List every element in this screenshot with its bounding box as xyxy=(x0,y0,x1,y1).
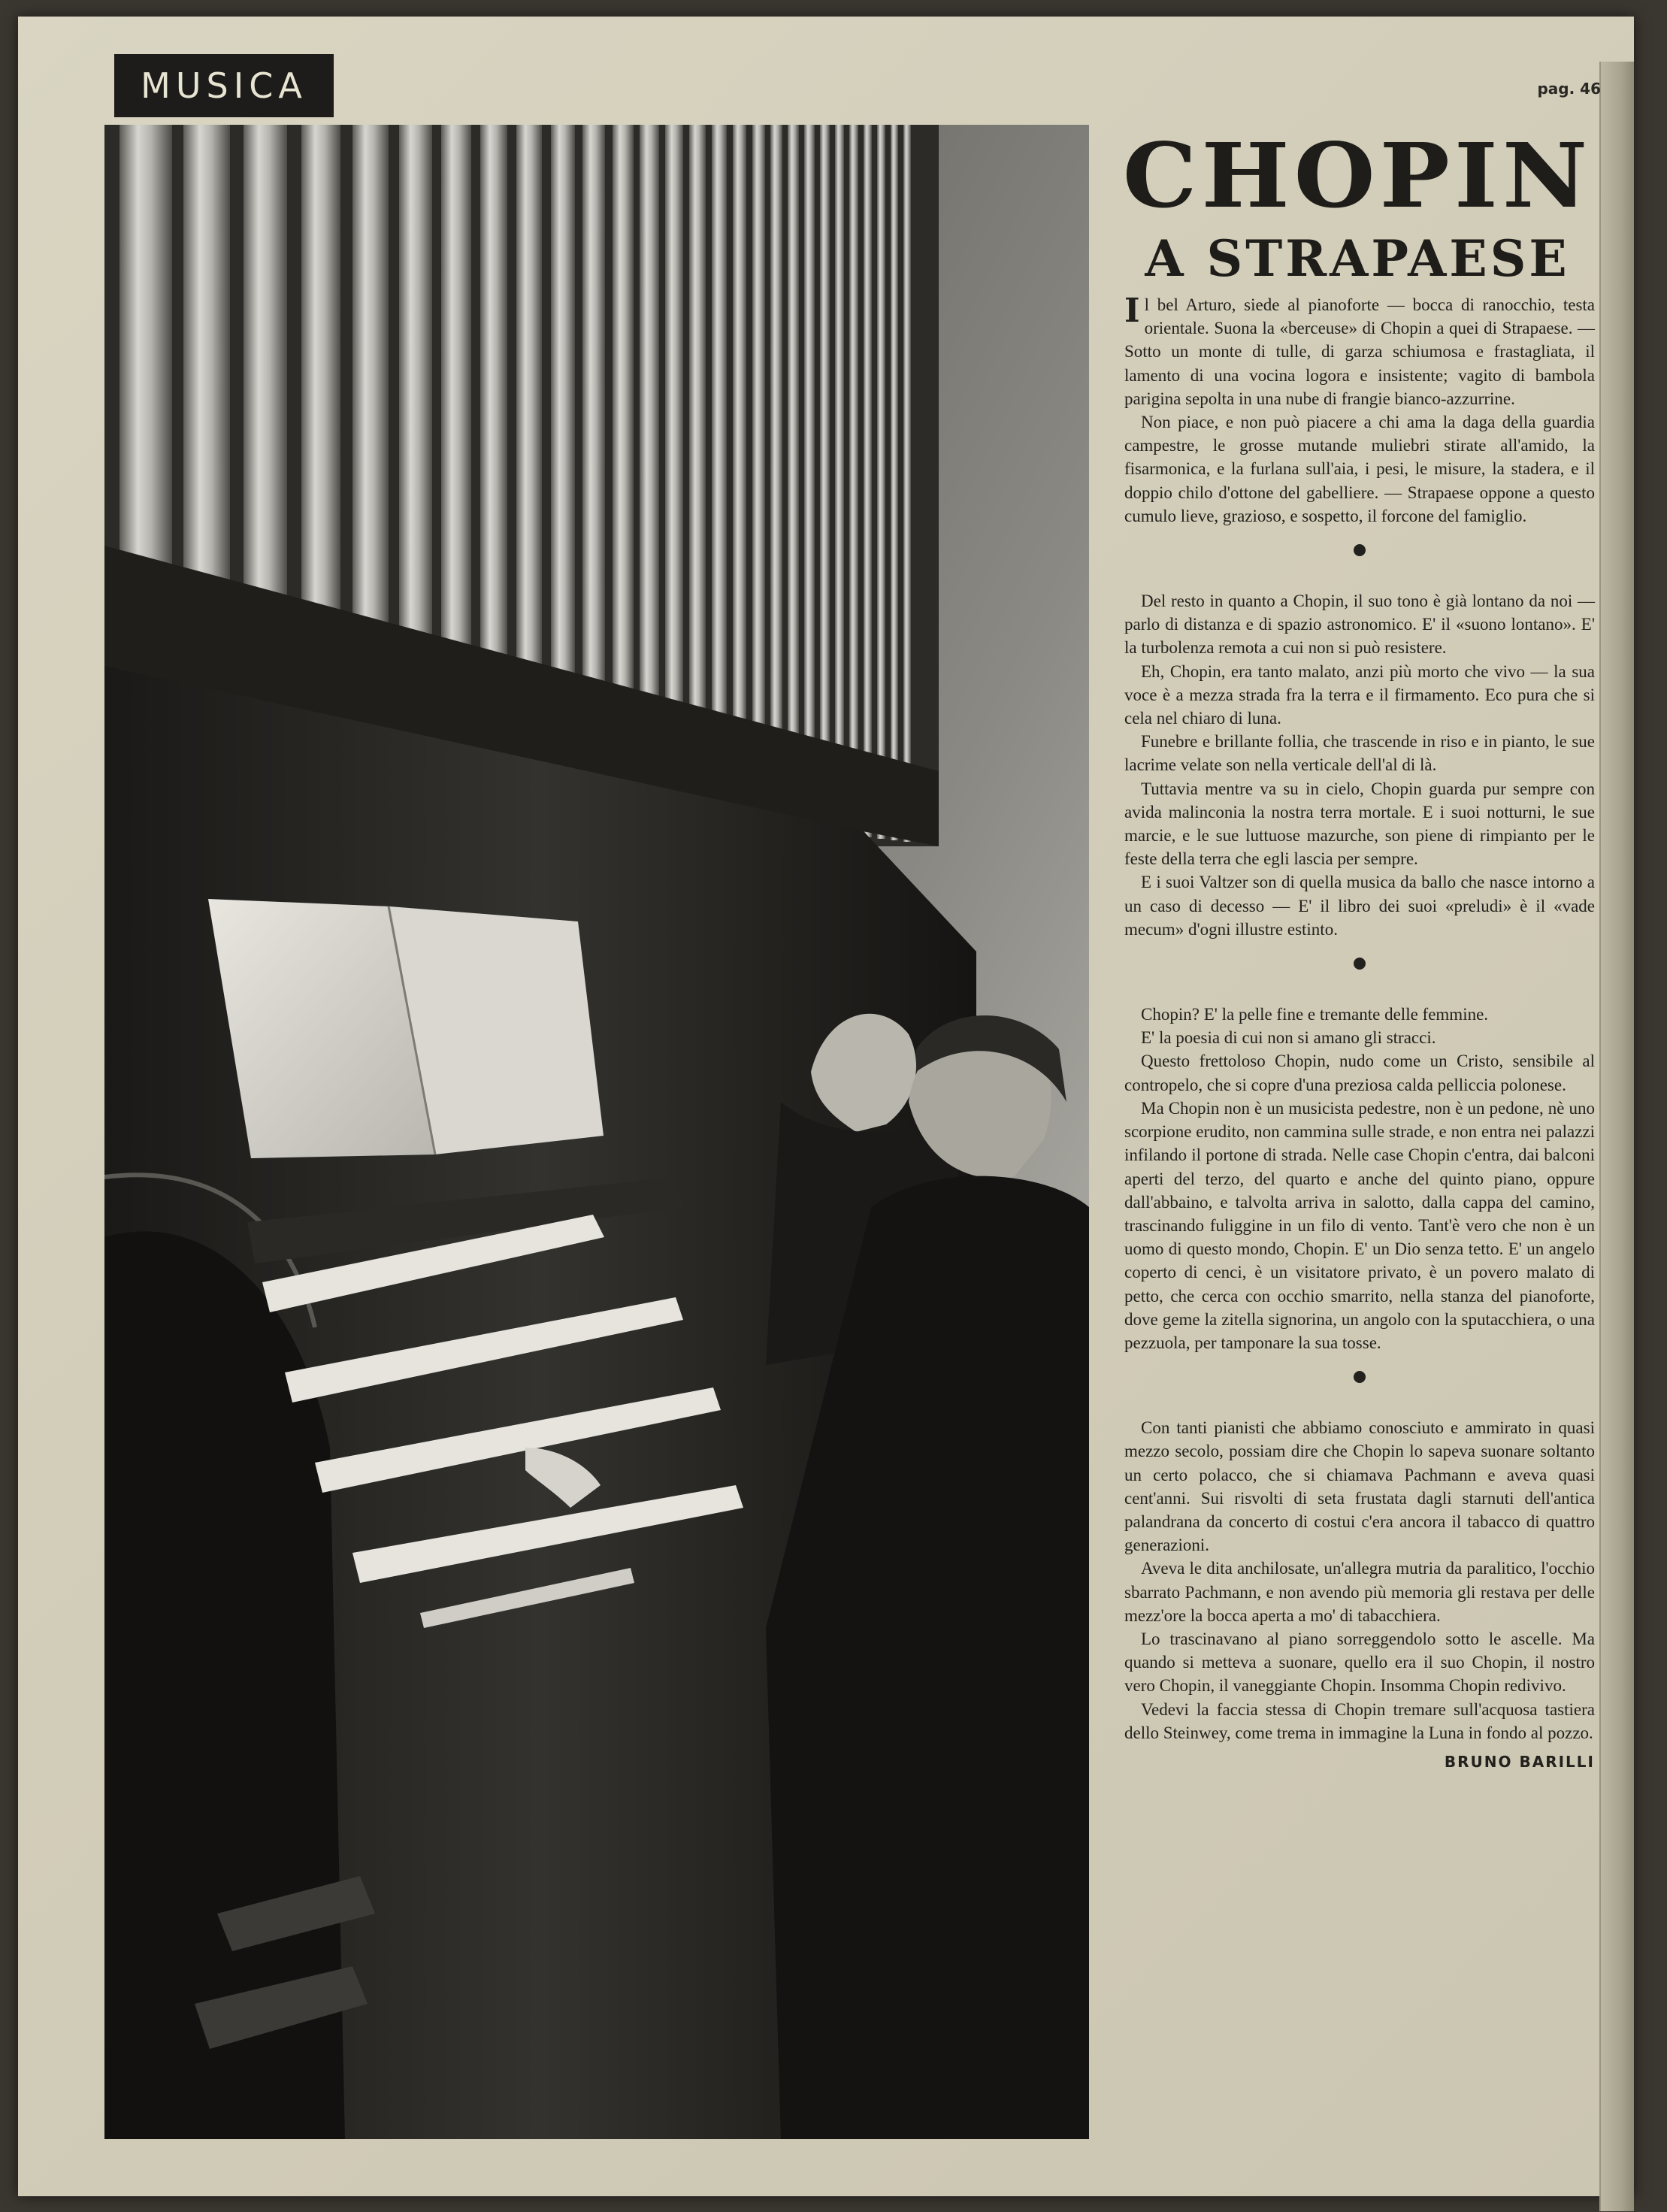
headline xyxy=(1106,124,1608,288)
article-subtitle: A STRAPAESE xyxy=(1145,229,1570,288)
article-body xyxy=(1124,293,1595,1774)
paragraph-14: Lo trascinavano al piano sorreggendolo sotto le ascelle. Ma quando si metteva a suonare, quello era il suo Chopin, il nostro vero Chopin, il vaneggiante Chopin. Insomma Chopin redivivo. xyxy=(1124,1629,1595,1696)
page-edge xyxy=(1599,62,1634,2211)
sheet-music xyxy=(208,899,604,1158)
organ-console-photo xyxy=(104,125,1089,2139)
paragraph-7: E i suoi Valtzer son di quella musica da ballo che nasce intorno a un caso di decesso — E' il libro dei suoi «preludi» è il «vade mecum» d'ogni illustre estinto. xyxy=(1124,873,1595,939)
paragraph-3: Del resto in quanto a Chopin, il suo tono è già lontano da noi — parlo di distanza e di spazio astronomico. E' il «suono lontano». E' la turbolenza remota a cui non si può resistere. xyxy=(1124,592,1595,658)
paragraph-10: Questo frettoloso Chopin, nudo come un Cristo, sensibile al contropelo, che si copre d'una preziosa calda pelliccia polonese. xyxy=(1124,1052,1595,1094)
paragraph-4: Eh, Chopin, era tanto malato, anzi più morto che vivo — la sua voce è a mezza strada fra la terra e il firmamento. Eco pura che si cela nel chiaro di luna. xyxy=(1124,661,1595,728)
author-byline: BRUNO BARILLI xyxy=(1444,1752,1595,1771)
article-title: CHOPIN xyxy=(1122,124,1593,228)
paragraph-5: Funebre e brillante follia, che trascende in riso e in pianto, le sue lacrime velate son nella verticale dell'al di là. xyxy=(1124,732,1595,775)
paragraph-6: Tuttavia mentre va su in cielo, Chopin guarda pur sempre con avida malinconia la nostra terra mortale. E i suoi notturni, le sue marcie, e le sue luttuose mazurche, son piene di rimpianto per le feste della terra che egli lascia per sempre. xyxy=(1124,779,1595,869)
paragraph-11: Ma Chopin non è un musicista pedestre, non è un pedone, nè uno scorpione erudito, non cammina sulle strade, e non entra nei palazzi infilando il portone di strada. Nelle case Chopin c'entra, dai balconi aperti del terzo, del quarto e anche del quinto piano, oppure dall'abbaino, e talvolta arriva in salotto, dalla cappa del camino, trascinando fuliggine in un filo di vento. Tant'è vero che non è un uomo di questo mondo, Chopin. E' un Dio senza tetto. E' un angelo coperto di cenci, è un visitatore privato, è un povero malato di petto, che cerca con occhio smarrito, nella stanza del pianoforte, dove geme la zitella signorina, un angolo con la sputacchiera, o una pezzuola, per tamponare la sua tosse. xyxy=(1124,1098,1595,1352)
photo-illustration xyxy=(104,125,1089,2139)
paragraph-13: Aveva le dita anchilosate, un'allegra mutria da paralitico, l'occhio sbarrato Pachmann, e non avendo più memoria gli restava per delle mezz'ore la bocca aperta a mo' di tabacchiera. xyxy=(1124,1559,1595,1625)
paragraph-8: Chopin? E' la pelle fine e tremante delle femmine. xyxy=(1141,1005,1489,1024)
page-number: pag. 46 xyxy=(1537,80,1601,98)
paragraph-15: Vedevi la faccia stessa di Chopin tremare sull'acquosa tastiera dello Steinwey, come trema in immagine la Luna in fondo al pozzo. xyxy=(1124,1699,1595,1742)
paragraph-1 xyxy=(1124,293,1595,410)
section-bullet xyxy=(1354,544,1366,556)
section-bullet xyxy=(1354,1371,1366,1383)
paragraph-9: E' la poesia di cui non si amano gli stracci. xyxy=(1141,1028,1436,1048)
paragraph-text: l bel Arturo, siede al pianoforte — bocca di ranocchio, testa orientale. Suona la «berceuse» di Chopin a quei di Strapaese. — Sotto un monte di tulle, di garza schiumosa e frastagliata, il lamento di una vocina logora e insistente; vagito di bambola parigina sepolta in una nube di frangie bianco-azzurrine. xyxy=(1124,295,1595,408)
section-label: MUSICA xyxy=(114,54,334,117)
magazine-page xyxy=(18,17,1634,2196)
section-bullet xyxy=(1354,958,1366,970)
paragraph-12: Con tanti pianisti che abbiamo conosciuto e ammirato in quasi mezzo secolo, possiam dire che Chopin lo sapeva suonare soltanto un certo polacco, che si chiamava Pachmann e aveva quasi cent'anni. Sui risvolti di seta frustata dagli starnuti dell'antica palandrana da concerto di costui c'era ancora il tabacco di quattro generazioni. xyxy=(1124,1418,1595,1555)
drop-cap: I xyxy=(1124,292,1140,330)
paragraph-2: Non piace, e non può piacere a chi ama la daga della guardia campestre, le grosse mutande muliebri stirate all'amido, la fisarmonica, e la furlana sull'aia, i pesi, le misure, la stadera, e il doppio chilo d'ottone del gabelliere. — Strapaese oppone a questo cumulo lieve, grazioso, e sospetto, il forcone del famiglio. xyxy=(1124,413,1595,525)
